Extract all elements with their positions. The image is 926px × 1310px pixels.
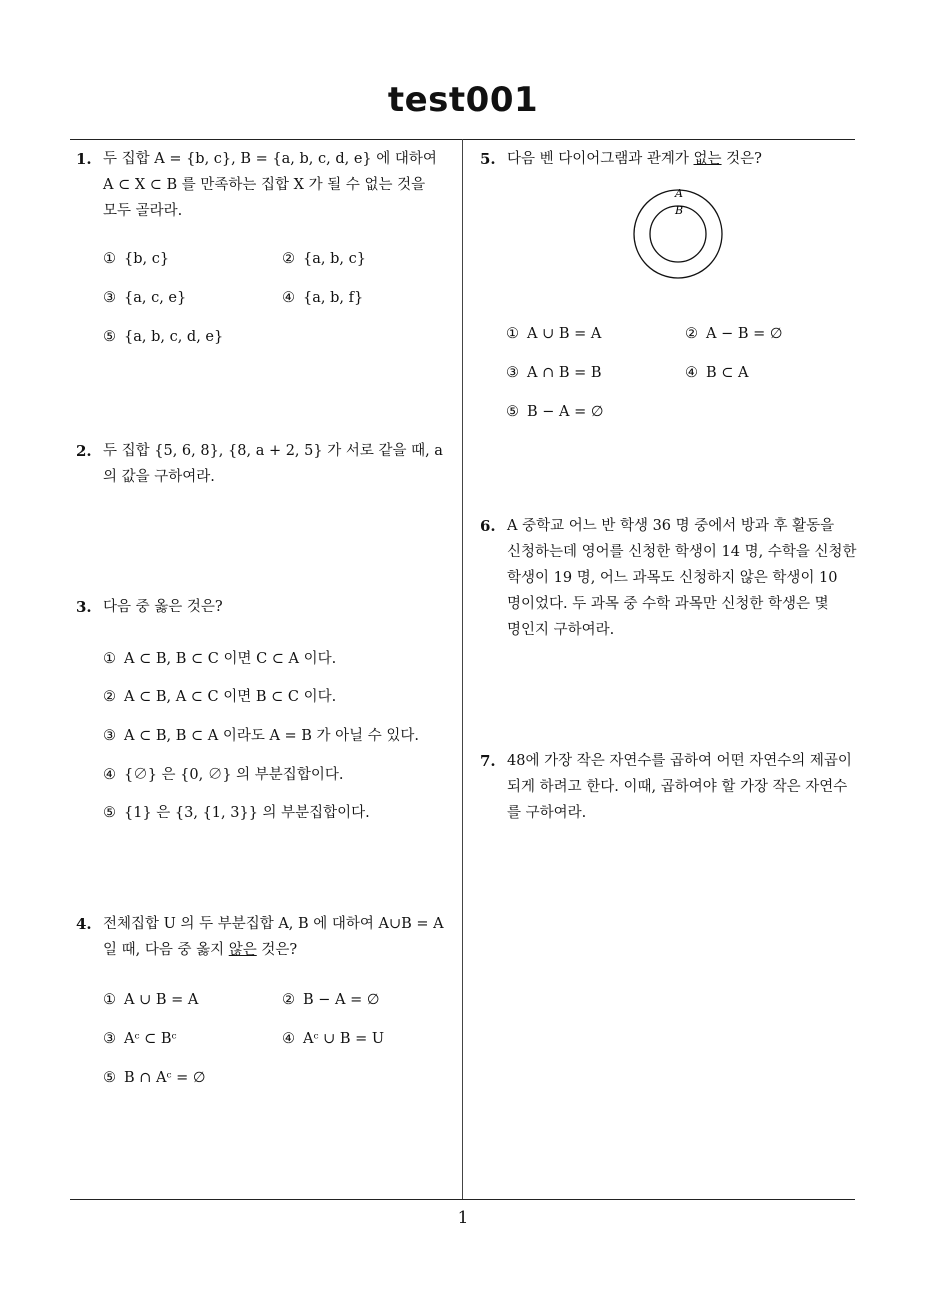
column-divider <box>462 139 463 1200</box>
option-4: ④ Aᶜ ∪ B = U <box>282 1031 385 1047</box>
question-number: 3. <box>76 598 92 616</box>
option-4: ④ {a, b, f} <box>282 290 364 306</box>
bottom-rule <box>70 1199 855 1200</box>
question-text-line: 신청하는데 영어를 신청한 학생이 14 명, 수학을 신청한 <box>507 544 857 560</box>
question-5 <box>480 146 860 172</box>
option-5: ⑤ B ∩ Aᶜ = ∅ <box>103 1070 206 1086</box>
option-1: ① A ∪ B = A <box>103 992 199 1008</box>
question-text-line: 되게 하려고 한다. 이때, 곱하여야 할 가장 작은 자연수 <box>507 779 848 795</box>
question-2 <box>76 438 461 490</box>
venn-label-b: B <box>675 204 684 217</box>
option-3: ③ Aᶜ ⊂ Bᶜ <box>103 1031 177 1047</box>
option-2: ② A − B = ∅ <box>685 326 783 342</box>
page-number: 1 <box>457 1208 469 1228</box>
question-text-line: A 중학교 어느 반 학생 36 명 중에서 방과 후 활동을 <box>507 518 835 534</box>
question-text-line: 48에 가장 작은 자연수를 곱하여 어떤 자연수의 제곱이 <box>507 753 852 769</box>
question-number: 7. <box>480 752 496 770</box>
option-2: ② A ⊂ B, A ⊂ C 이면 B ⊂ C 이다. <box>103 689 337 705</box>
question-text-line: 두 집합 {5, 6, 8}, {8, a + 2, 5} 가 서로 같을 때, a <box>103 443 443 459</box>
question-text-line: 명이었다. 두 과목 중 수학 과목만 신청한 학생은 몇 <box>507 596 829 612</box>
question-number: 6. <box>480 517 496 535</box>
question-text-line: 명인지 구하여라. <box>507 622 615 638</box>
question-text-line: 학생이 19 명, 어느 과목도 신청하지 않은 학생이 10 <box>507 570 838 586</box>
option-3: ③ A ⊂ B, B ⊂ A 이라도 A = B 가 아닐 수 있다. <box>103 728 420 744</box>
document-title: test001 <box>387 80 539 120</box>
question-1 <box>76 146 461 224</box>
option-4: ④ B ⊂ A <box>685 365 749 381</box>
option-3: ③ {a, c, e} <box>103 290 187 306</box>
question-text-line: 전체집합 U 의 두 부분집합 A, B 에 대하여 A∪B = A <box>103 916 444 932</box>
question-text-line: 를 구하여라. <box>507 805 587 821</box>
question-text-line: A ⊂ X ⊂ B 를 만족하는 집합 X 가 될 수 없는 것을 <box>103 177 426 193</box>
question-6 <box>480 513 860 643</box>
question-text-line: 다음 벤 다이어그램과 관계가 없는 것은? <box>507 151 762 167</box>
option-4: ④ {∅} 은 {0, ∅} 의 부분집합이다. <box>103 767 344 783</box>
question-text-line: 의 값을 구하여라. <box>103 469 215 485</box>
question-text-line: 다음 중 옳은 것은? <box>103 599 223 615</box>
option-2: ② B − A = ∅ <box>282 992 380 1008</box>
question-number: 4. <box>76 915 92 933</box>
question-text-line: 모두 골라라. <box>103 203 183 219</box>
question-number: 5. <box>480 150 496 168</box>
option-1: ① {b, c} <box>103 251 170 267</box>
option-5: ⑤ {a, b, c, d, e} <box>103 329 224 345</box>
question-text-line: 두 집합 A = {b, c}, B = {a, b, c, d, e} 에 대하여 <box>103 151 437 167</box>
question-4 <box>76 911 461 963</box>
venn-diagram <box>630 184 726 280</box>
question-7 <box>480 748 860 826</box>
question-3 <box>76 594 461 620</box>
option-2: ② {a, b, c} <box>282 251 366 267</box>
option-5: ⑤ B − A = ∅ <box>506 404 604 420</box>
option-1: ① A ⊂ B, B ⊂ C 이면 C ⊂ A 이다. <box>103 651 337 667</box>
question-number: 2. <box>76 442 92 460</box>
option-3: ③ A ∩ B = B <box>506 365 602 381</box>
question-text-line: 일 때, 다음 중 옳지 않은 것은? <box>103 942 298 958</box>
option-1: ① A ∪ B = A <box>506 326 602 342</box>
question-number: 1. <box>76 150 92 168</box>
option-5: ⑤ {1} 은 {3, {1, 3}} 의 부분집합이다. <box>103 805 370 821</box>
venn-label-a: A <box>675 187 683 200</box>
